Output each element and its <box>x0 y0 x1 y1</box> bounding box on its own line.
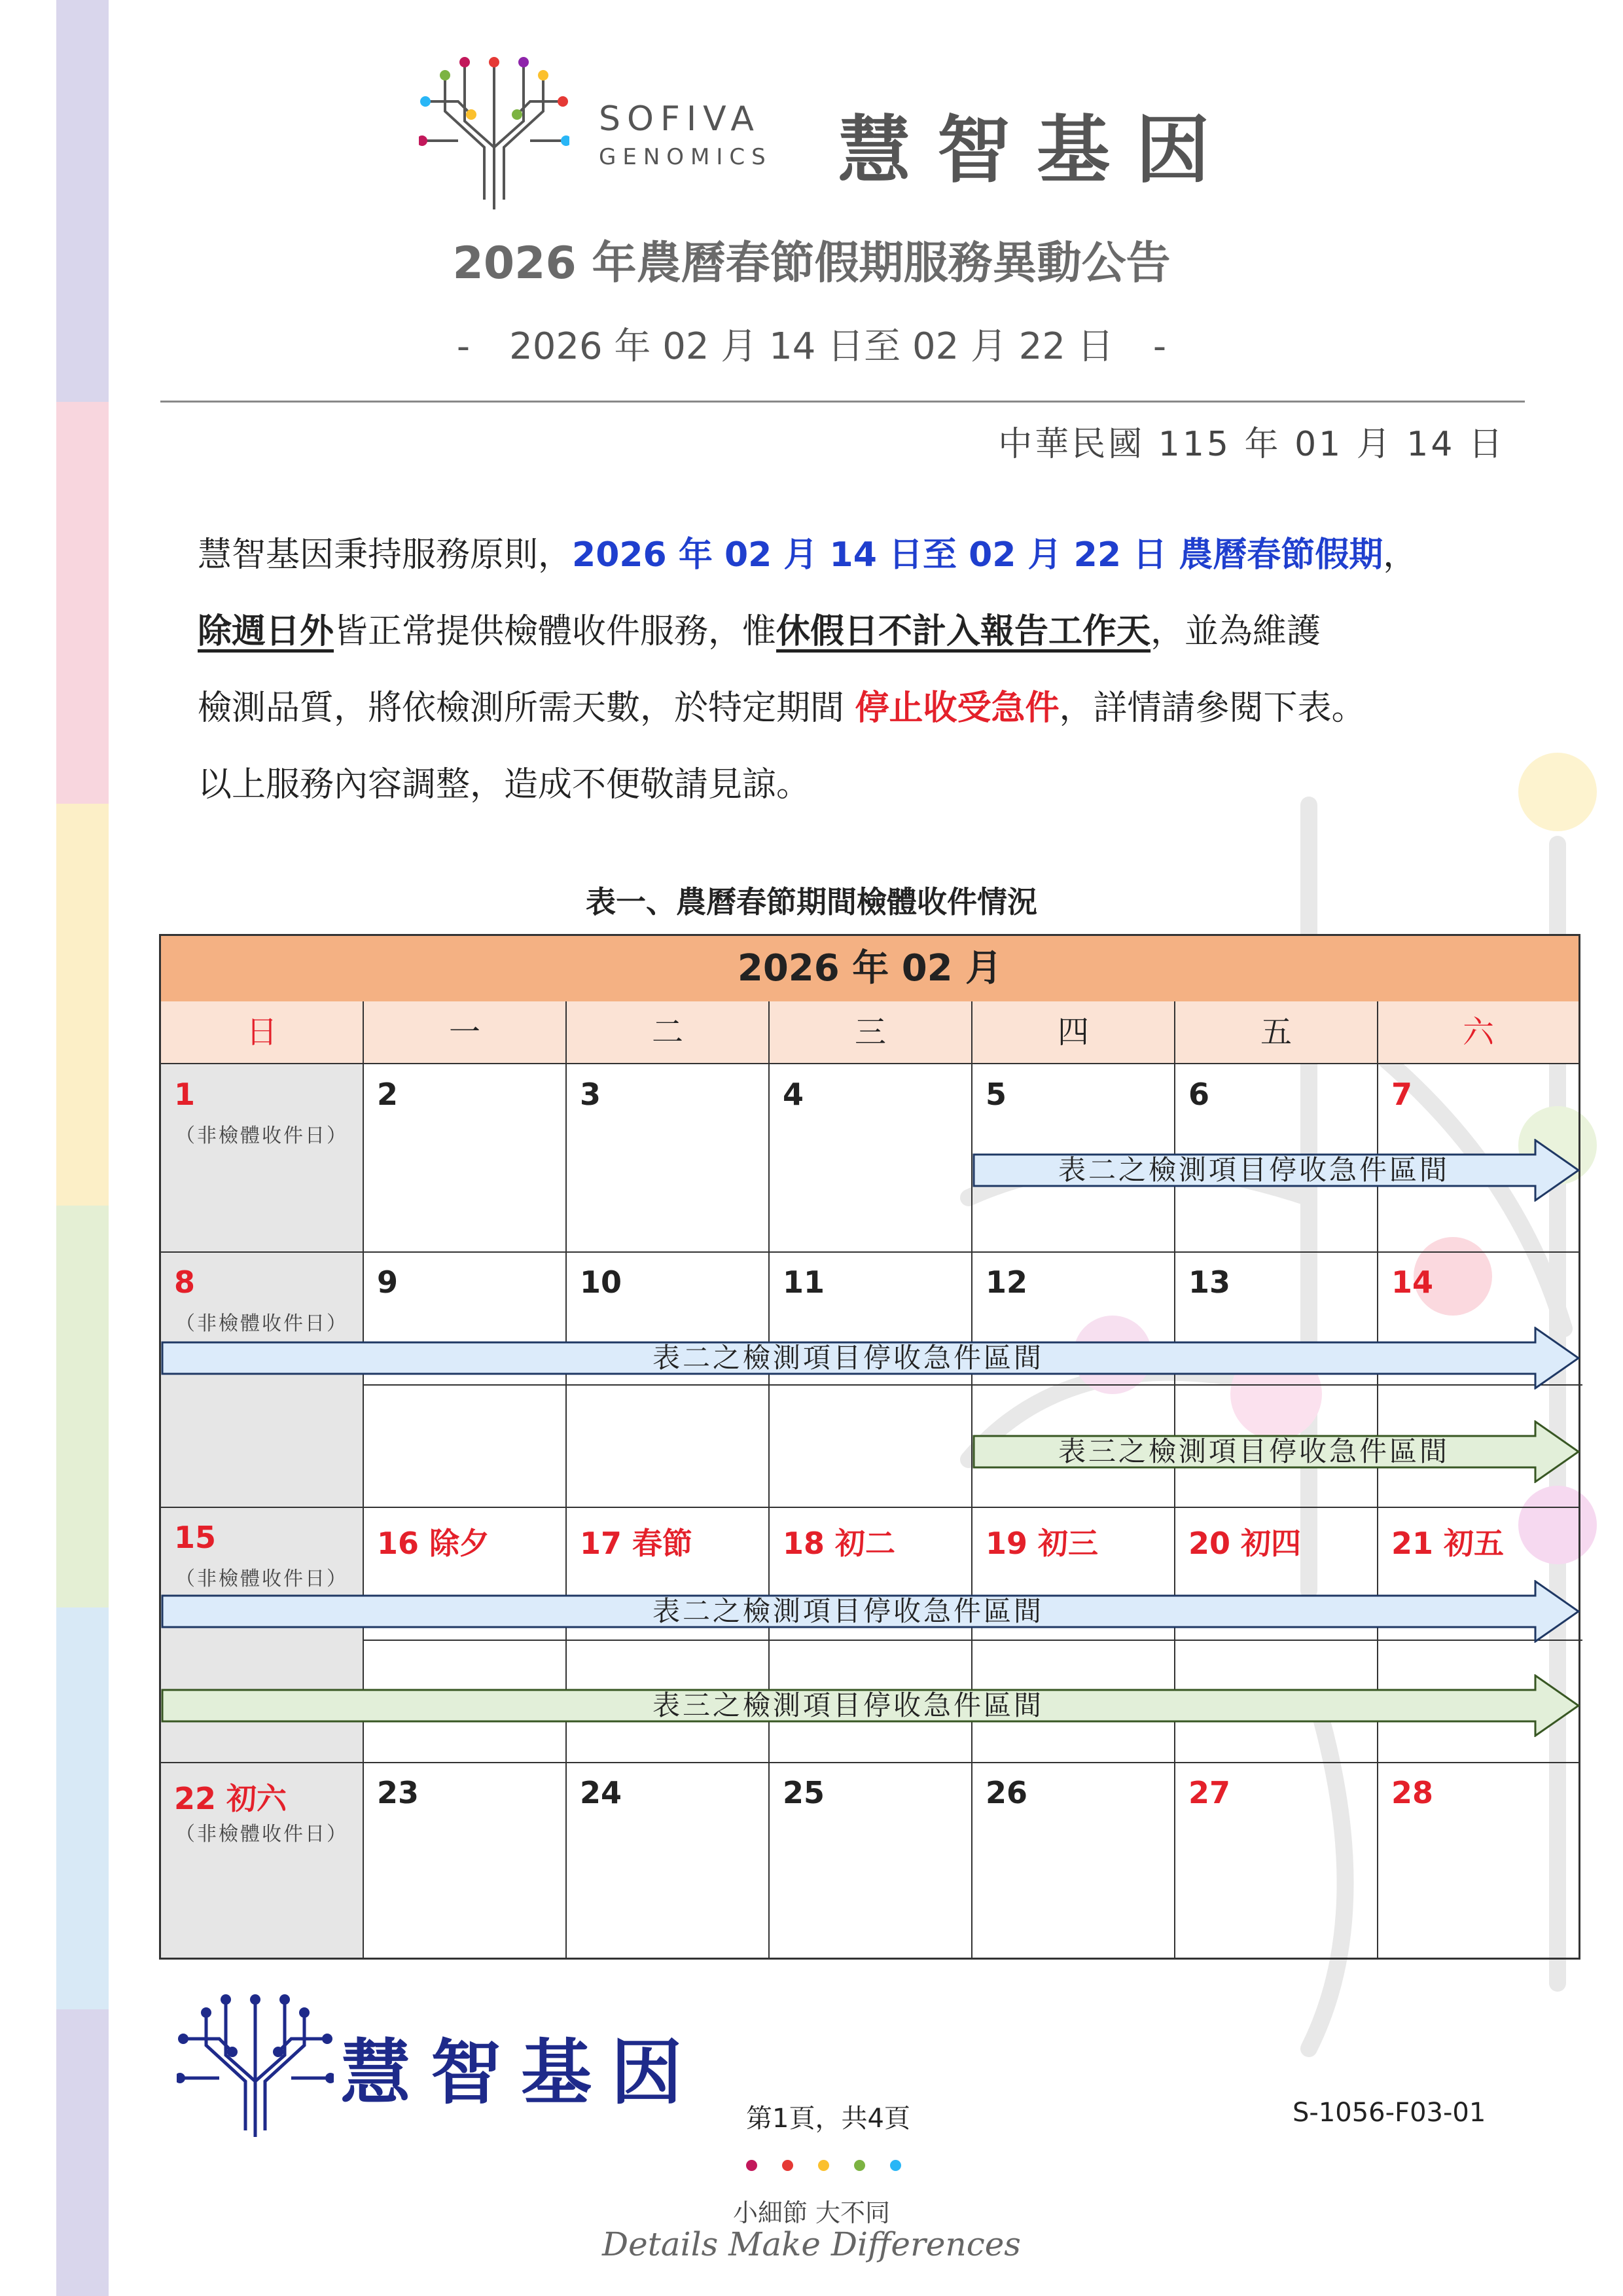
day-18: 18 初二 <box>783 1526 896 1561</box>
weekday-mon: 一 <box>364 1001 567 1063</box>
day-4: 4 <box>783 1077 804 1112</box>
weekday-sat: 六 <box>1462 1014 1494 1050</box>
notice-holiday-range: 2026 年 02 月 14 日至 02 月 22 日 農曆春節假期 <box>572 535 1383 575</box>
day-10: 10 <box>580 1265 622 1300</box>
tuesday-column <box>567 1064 770 1958</box>
subtitle-dash-right: - <box>1152 325 1167 368</box>
page-subtitle <box>0 317 1623 370</box>
calendar-month-title: 2026 年 02 月 <box>161 936 1578 1003</box>
day-9: 9 <box>377 1265 399 1300</box>
weekday-thu: 四 <box>972 1001 1175 1063</box>
notice-text: ， <box>1383 535 1418 575</box>
day-7: 7 <box>1391 1077 1413 1112</box>
notice-apology: 以上服務內容調整，造成不便敬請見諒。 <box>198 765 811 804</box>
notice-text: ，詳情請參閱下表。 <box>1059 689 1366 728</box>
notice-body <box>198 517 1493 823</box>
subtitle-text: 2026 年 02 月 14 日至 02 月 22 日 <box>509 325 1114 368</box>
non-collection-label: （非檢體收件日） <box>175 1312 348 1335</box>
dot-magenta <box>746 2160 757 2171</box>
notice-text: 檢測品質，將依檢測所需天數，於特定期間 <box>198 689 855 728</box>
notice-text: 慧智基因秉持服務原則， <box>198 535 573 575</box>
week-divider <box>161 1507 1578 1508</box>
day-15: 15 <box>174 1520 217 1555</box>
slogan-english: Details Make Differences <box>602 2225 1021 2263</box>
dot-yellow <box>818 2160 829 2171</box>
footer-brand-chinese-name: 慧智基因 <box>340 2032 702 2114</box>
weekday-sun: 日 <box>161 1001 364 1063</box>
color-dots <box>746 2160 926 2174</box>
brand-en-line1: SOFIVA <box>599 99 761 139</box>
day-23: 23 <box>377 1775 419 1810</box>
non-collection-label: （非檢體收件日） <box>175 1568 348 1590</box>
brand-en-line2: GENOMICS <box>599 144 772 170</box>
day-27: 27 <box>1188 1775 1231 1810</box>
day-6: 6 <box>1188 1077 1210 1112</box>
day-20: 20 初四 <box>1188 1526 1302 1561</box>
table-caption: 表一、農曆春節期間檢體收件情況 <box>586 884 1037 920</box>
day-1: 1 <box>174 1077 196 1112</box>
day-16: 16 除夕 <box>377 1526 490 1561</box>
weekday-tue: 二 <box>567 1001 770 1063</box>
day-5: 5 <box>986 1077 1007 1112</box>
day-2: 2 <box>377 1077 399 1112</box>
page-number: 第1頁，共4頁 <box>746 2104 910 2134</box>
sofiva-tree-logo-icon <box>419 49 569 213</box>
document-code: S-1056-F03-01 <box>1293 2098 1486 2128</box>
day-14: 14 <box>1391 1265 1434 1300</box>
subtitle-dash-left: - <box>456 325 471 368</box>
day-21: 21 初五 <box>1391 1526 1505 1561</box>
header-divider <box>160 401 1525 403</box>
day-22: 22 初六 <box>174 1781 287 1816</box>
notice-text: 皆正常提供檢體收件服務，惟 <box>334 612 777 651</box>
arrow-table3-week3 <box>161 1674 1581 1737</box>
page-title: 2026 年農曆春節假期服務異動公告 <box>452 238 1171 289</box>
brand-chinese-name: 慧智基因 <box>838 108 1236 193</box>
arrow-table2-week3 <box>161 1580 1581 1643</box>
weekday-header-row <box>161 1001 1578 1064</box>
notice-text: ，並為維護 <box>1150 612 1321 651</box>
notice-stop-urgent: 停止收受急件 <box>855 689 1060 728</box>
arrow-label: 表二之檢測項目停收急件區間 <box>652 1595 1044 1627</box>
dot-red <box>782 2160 793 2171</box>
arrow-label: 表二之檢測項目停收急件區間 <box>652 1342 1044 1374</box>
day-24: 24 <box>580 1775 622 1810</box>
day-28: 28 <box>1391 1775 1434 1810</box>
arrow-label: 表二之檢測項目停收急件區間 <box>1058 1154 1450 1186</box>
week-divider <box>161 1762 1578 1763</box>
week-divider <box>161 1251 1578 1253</box>
day-11: 11 <box>783 1265 825 1300</box>
brand-english-name <box>599 99 772 170</box>
non-collection-label: （非檢體收件日） <box>175 1823 348 1846</box>
sofiva-footer-tree-icon <box>177 1983 334 2140</box>
dot-blue <box>890 2160 901 2171</box>
arrow-label: 表三之檢測項目停收急件區間 <box>1058 1435 1450 1467</box>
dot-green <box>854 2160 865 2171</box>
calendar-table <box>159 934 1580 1960</box>
day-25: 25 <box>783 1775 825 1810</box>
arrow-table2-week1 <box>972 1139 1581 1202</box>
announcement-date: 中華民國 115 年 01 月 14 日 <box>998 425 1505 464</box>
notice-no-workday: 休假日不計入報告工作天 <box>776 612 1151 651</box>
slogan-chinese: 小細節 大不同 <box>732 2198 891 2227</box>
day-17: 17 春節 <box>580 1526 693 1561</box>
day-26: 26 <box>986 1775 1028 1810</box>
day-12: 12 <box>986 1265 1028 1300</box>
day-13: 13 <box>1188 1265 1231 1300</box>
weekday-wed: 三 <box>770 1001 972 1063</box>
day-8: 8 <box>174 1265 196 1300</box>
arrow-table3-week2 <box>972 1420 1581 1483</box>
notice-except-sunday: 除週日外 <box>198 612 334 651</box>
day-3: 3 <box>580 1077 601 1112</box>
weekday-fri: 五 <box>1175 1001 1378 1063</box>
arrow-label: 表三之檢測項目停收急件區間 <box>652 1689 1044 1721</box>
wednesday-column <box>770 1064 972 1958</box>
day-19: 19 初三 <box>986 1526 1099 1561</box>
non-collection-label: （非檢體收件日） <box>175 1124 348 1147</box>
monday-column <box>364 1064 567 1958</box>
arrow-table2-week2 <box>161 1327 1581 1390</box>
